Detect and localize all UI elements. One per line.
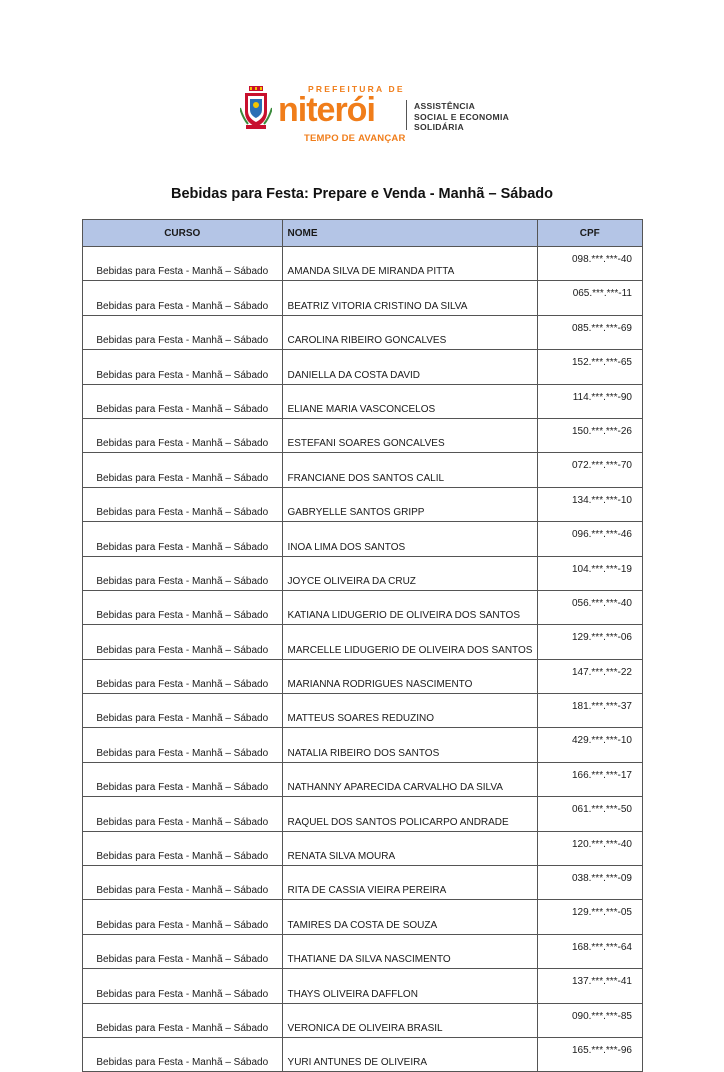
cell-curso: Bebidas para Festa - Manhã – Sábado bbox=[83, 694, 283, 728]
cell-curso: Bebidas para Festa - Manhã – Sábado bbox=[83, 797, 283, 831]
cell-nome: RENATA SILVA MOURA bbox=[282, 831, 537, 865]
cell-cpf: 150.***.***-26 bbox=[537, 418, 642, 452]
cell-nome: THATIANE DA SILVA NASCIMENTO bbox=[282, 934, 537, 968]
department-line: SOLIDÁRIA bbox=[414, 122, 464, 132]
cell-curso: Bebidas para Festa - Manhã – Sábado bbox=[83, 556, 283, 590]
cell-cpf: 165.***.***-96 bbox=[537, 1037, 642, 1071]
table-row bbox=[83, 831, 643, 865]
table-row bbox=[83, 797, 643, 831]
cell-nome: INOA LIMA DOS SANTOS bbox=[282, 522, 537, 556]
cell-cpf: 147.***.***-22 bbox=[537, 659, 642, 693]
column-header-nome: NOME bbox=[282, 220, 537, 247]
cell-cpf: 114.***.***-90 bbox=[537, 384, 642, 418]
cell-cpf: 168.***.***-64 bbox=[537, 934, 642, 968]
cell-curso: Bebidas para Festa - Manhã – Sábado bbox=[83, 590, 283, 624]
cell-curso: Bebidas para Festa - Manhã – Sábado bbox=[83, 453, 283, 487]
cell-curso: Bebidas para Festa - Manhã – Sábado bbox=[83, 625, 283, 659]
table-row bbox=[83, 625, 643, 659]
cell-curso: Bebidas para Festa - Manhã – Sábado bbox=[83, 281, 283, 315]
table-row bbox=[83, 934, 643, 968]
department-name bbox=[414, 101, 509, 133]
city-brand-logo: niterói bbox=[278, 91, 375, 129]
table-row bbox=[83, 728, 643, 762]
column-header-cpf: CPF bbox=[537, 220, 642, 247]
cell-cpf: 129.***.***-06 bbox=[537, 625, 642, 659]
table-row bbox=[83, 1003, 643, 1037]
cell-cpf: 090.***.***-85 bbox=[537, 1003, 642, 1037]
table-row bbox=[83, 418, 643, 452]
cell-cpf: 137.***.***-41 bbox=[537, 969, 642, 1003]
cell-curso: Bebidas para Festa - Manhã – Sábado bbox=[83, 659, 283, 693]
table-row bbox=[83, 487, 643, 521]
cell-nome: GABRYELLE SANTOS GRIPP bbox=[282, 487, 537, 521]
cell-nome: THAYS OLIVEIRA DAFFLON bbox=[282, 969, 537, 1003]
cell-curso: Bebidas para Festa - Manhã – Sábado bbox=[83, 1003, 283, 1037]
cell-cpf: 120.***.***-40 bbox=[537, 831, 642, 865]
cell-nome: MARCELLE LIDUGERIO DE OLIVEIRA DOS SANTOS bbox=[282, 625, 537, 659]
cell-nome: FRANCIANE DOS SANTOS CALIL bbox=[282, 453, 537, 487]
cell-curso: Bebidas para Festa - Manhã – Sábado bbox=[83, 350, 283, 384]
cell-nome: ESTEFANI SOARES GONCALVES bbox=[282, 418, 537, 452]
slogan-prefix: TEMPO DE bbox=[304, 133, 356, 144]
table-row bbox=[83, 350, 643, 384]
cell-cpf: 038.***.***-09 bbox=[537, 866, 642, 900]
table-row bbox=[83, 694, 643, 728]
cell-cpf: 098.***.***-40 bbox=[537, 247, 642, 281]
cell-curso: Bebidas para Festa - Manhã – Sábado bbox=[83, 247, 283, 281]
cell-curso: Bebidas para Festa - Manhã – Sábado bbox=[83, 1037, 283, 1071]
cell-cpf: 085.***.***-69 bbox=[537, 315, 642, 349]
participants-table bbox=[82, 219, 643, 1072]
cell-cpf: 056.***.***-40 bbox=[537, 590, 642, 624]
cell-curso: Bebidas para Festa - Manhã – Sábado bbox=[83, 384, 283, 418]
cell-cpf: 061.***.***-50 bbox=[537, 797, 642, 831]
prefeitura-label: PREFEITURA DE bbox=[308, 84, 405, 94]
cell-curso: Bebidas para Festa - Manhã – Sábado bbox=[83, 831, 283, 865]
table-header-row bbox=[83, 220, 643, 247]
table-row bbox=[83, 900, 643, 934]
slogan-highlight: AVANÇAR bbox=[358, 133, 406, 144]
table-row bbox=[83, 866, 643, 900]
table-row bbox=[83, 762, 643, 796]
cell-nome: VERONICA DE OLIVEIRA BRASIL bbox=[282, 1003, 537, 1037]
cell-cpf: 065.***.***-11 bbox=[537, 281, 642, 315]
department-line: ASSISTÊNCIA bbox=[414, 101, 476, 111]
slogan bbox=[304, 133, 406, 144]
cell-nome: BEATRIZ VITORIA CRISTINO DA SILVA bbox=[282, 281, 537, 315]
page-title: Bebidas para Festa: Prepare e Venda - Manhã – Sábado bbox=[171, 186, 553, 202]
cell-nome: RITA DE CASSIA VIEIRA PEREIRA bbox=[282, 866, 537, 900]
table-row bbox=[83, 247, 643, 281]
cell-nome: DANIELLA DA COSTA DAVID bbox=[282, 350, 537, 384]
cell-curso: Bebidas para Festa - Manhã – Sábado bbox=[83, 487, 283, 521]
cell-curso: Bebidas para Festa - Manhã – Sábado bbox=[83, 762, 283, 796]
cell-cpf: 129.***.***-05 bbox=[537, 900, 642, 934]
cell-curso: Bebidas para Festa - Manhã – Sábado bbox=[83, 900, 283, 934]
cell-curso: Bebidas para Festa - Manhã – Sábado bbox=[83, 866, 283, 900]
cell-cpf: 134.***.***-10 bbox=[537, 487, 642, 521]
header-logo bbox=[240, 84, 530, 150]
cell-nome: NATHANNY APARECIDA CARVALHO DA SILVA bbox=[282, 762, 537, 796]
cell-cpf: 181.***.***-37 bbox=[537, 694, 642, 728]
cell-nome: YURI ANTUNES DE OLIVEIRA bbox=[282, 1037, 537, 1071]
table-row bbox=[83, 969, 643, 1003]
table-row bbox=[83, 522, 643, 556]
logo-divider bbox=[406, 100, 407, 130]
department-line: SOCIAL E ECONOMIA bbox=[414, 111, 510, 122]
table-row bbox=[83, 659, 643, 693]
cell-cpf: 152.***.***-65 bbox=[537, 350, 642, 384]
table-row bbox=[83, 556, 643, 590]
cell-curso: Bebidas para Festa - Manhã – Sábado bbox=[83, 315, 283, 349]
cell-nome: ELIANE MARIA VASCONCELOS bbox=[282, 384, 537, 418]
cell-nome: AMANDA SILVA DE MIRANDA PITTA bbox=[282, 247, 537, 281]
cell-cpf: 096.***.***-46 bbox=[537, 522, 642, 556]
table-row bbox=[83, 315, 643, 349]
cell-curso: Bebidas para Festa - Manhã – Sábado bbox=[83, 522, 283, 556]
table-row bbox=[83, 590, 643, 624]
cell-curso: Bebidas para Festa - Manhã – Sábado bbox=[83, 728, 283, 762]
column-header-curso: CURSO bbox=[83, 220, 283, 247]
cell-curso: Bebidas para Festa - Manhã – Sábado bbox=[83, 418, 283, 452]
table-row bbox=[83, 281, 643, 315]
cell-nome: RAQUEL DOS SANTOS POLICARPO ANDRADE bbox=[282, 797, 537, 831]
table-row bbox=[83, 453, 643, 487]
cell-nome: NATALIA RIBEIRO DOS SANTOS bbox=[282, 728, 537, 762]
table-row bbox=[83, 1037, 643, 1071]
table-row bbox=[83, 384, 643, 418]
coat-of-arms-icon bbox=[240, 86, 272, 130]
cell-nome: KATIANA LIDUGERIO DE OLIVEIRA DOS SANTOS bbox=[282, 590, 537, 624]
cell-cpf: 429.***.***-10 bbox=[537, 728, 642, 762]
cell-cpf: 104.***.***-19 bbox=[537, 556, 642, 590]
cell-nome: JOYCE OLIVEIRA DA CRUZ bbox=[282, 556, 537, 590]
table-body bbox=[83, 247, 643, 1072]
cell-nome: TAMIRES DA COSTA DE SOUZA bbox=[282, 900, 537, 934]
cell-nome: CAROLINA RIBEIRO GONCALVES bbox=[282, 315, 537, 349]
cell-cpf: 072.***.***-70 bbox=[537, 453, 642, 487]
cell-nome: MARIANNA RODRIGUES NASCIMENTO bbox=[282, 659, 537, 693]
cell-curso: Bebidas para Festa - Manhã – Sábado bbox=[83, 934, 283, 968]
cell-cpf: 166.***.***-17 bbox=[537, 762, 642, 796]
cell-nome: MATTEUS SOARES REDUZINO bbox=[282, 694, 537, 728]
cell-curso: Bebidas para Festa - Manhã – Sábado bbox=[83, 969, 283, 1003]
